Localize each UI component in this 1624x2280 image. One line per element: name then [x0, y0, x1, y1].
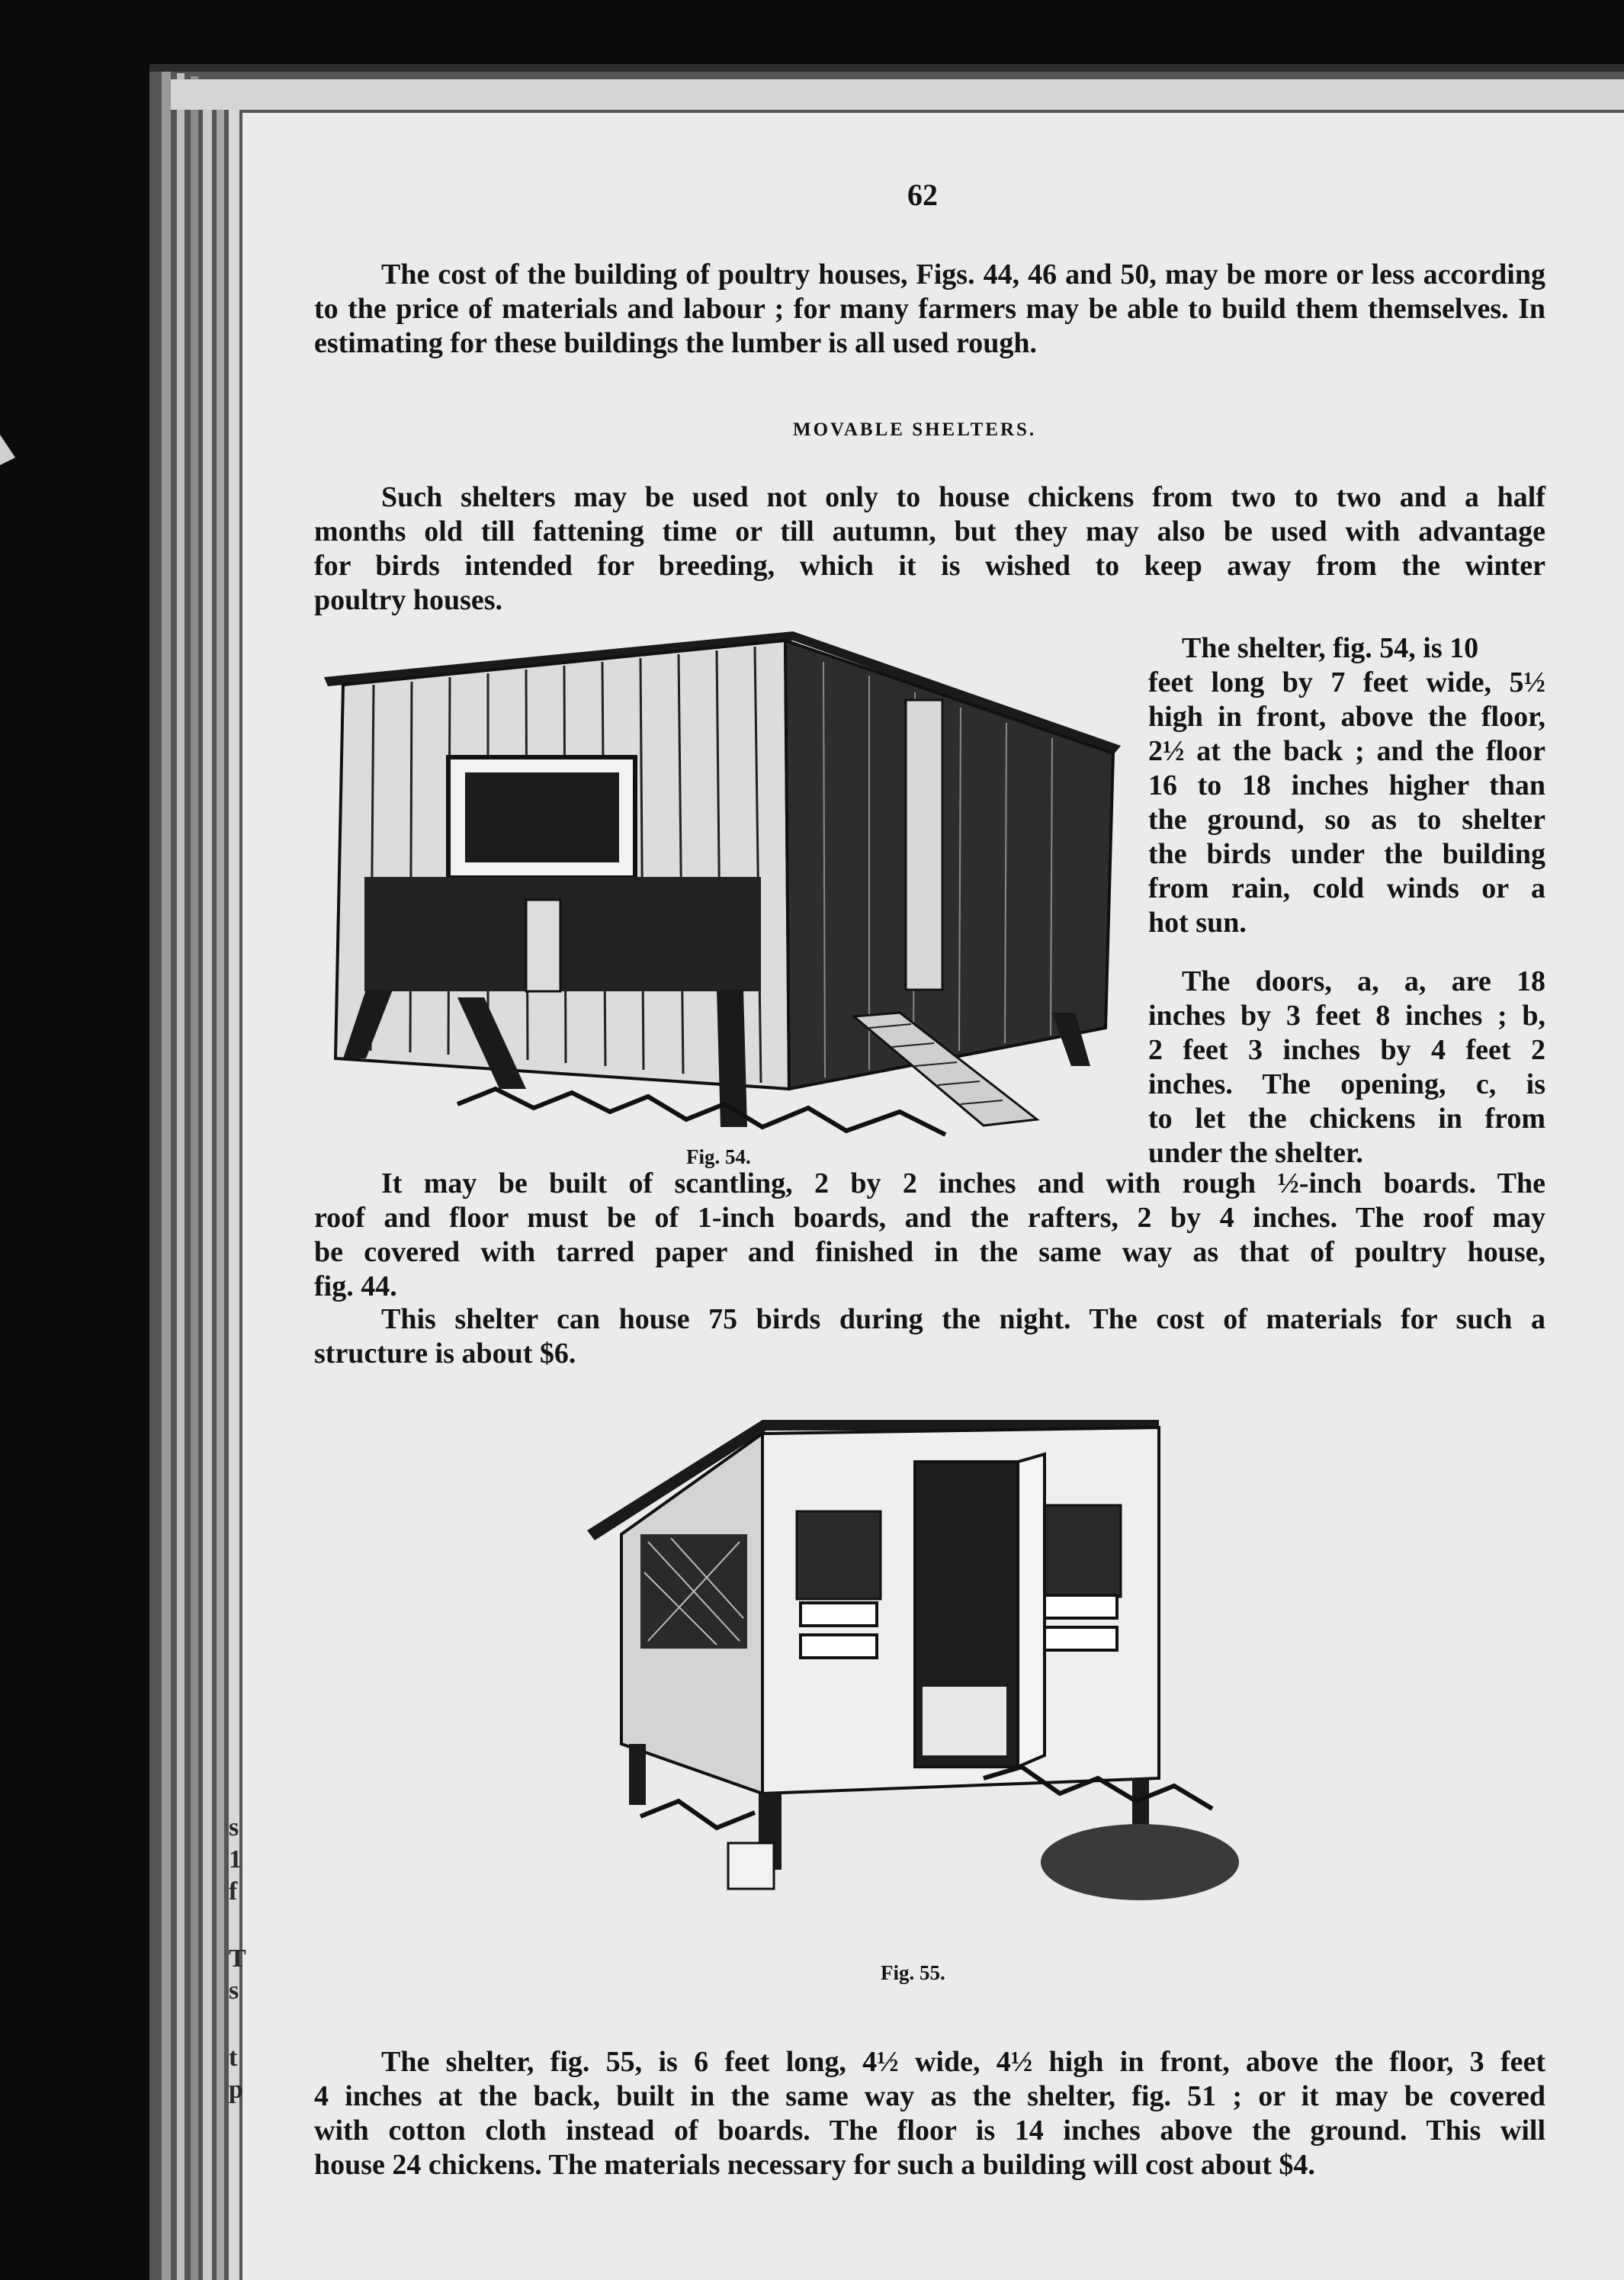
margin-fragment: T [229, 1944, 246, 1973]
doors-line: inches by 3 feet 8 inches ; b, [1148, 1000, 1545, 1032]
side-line: hot sun. [1148, 907, 1247, 939]
section-heading: MOVABLE SHELTERS. [793, 419, 1037, 440]
paragraph-line: This shelter can house 75 birds during the night. The cost of materials for such a [381, 1303, 1545, 1335]
fig-54-illustration [320, 631, 1128, 1158]
paragraph-line: house 24 chickens. The materials necessary for such a building will cost about $4. [314, 2149, 1315, 2181]
page-number: 62 [907, 178, 938, 212]
doors-line: 2 feet 3 inches by 4 feet 2 [1148, 1034, 1545, 1066]
side-line: The shelter, fig. 54, is 10 [1182, 632, 1479, 664]
paragraph-line: The shelter, fig. 55, is 6 feet long, 4½ wide, 4½ high in front, above the floor, 3 feet [381, 2046, 1545, 2078]
side-line: 2½ at the back ; and the floor [1148, 735, 1545, 767]
paragraph-line: 4 inches at the back, built in the same way as the shelter, fig. 51 ; or it may be covered [314, 2080, 1545, 2112]
paragraph-line: It may be built of scantling, 2 by 2 inches and with rough ½-inch boards. The [381, 1167, 1545, 1199]
paragraph-line: poultry houses. [314, 584, 503, 616]
margin-fragment: t [229, 2044, 238, 2072]
margin-fragment: 1 [229, 1845, 242, 1874]
paragraph-line: Such shelters may be used not only to house chickens from two to two and a half [381, 481, 1545, 513]
side-line: the birds under the building [1148, 838, 1545, 870]
paragraph-line: roof and floor must be of 1-inch boards, and the rafters, 2 by 4 inches. The roof may [314, 1202, 1545, 1234]
margin-fragment: s [229, 1977, 239, 2005]
side-line: from rain, cold winds or a [1148, 872, 1545, 904]
doors-line: to let the chickens in from [1148, 1103, 1545, 1135]
doors-line: under the shelter. [1148, 1137, 1363, 1169]
intro-paragraph: The cost of the building of poultry houses, Figs. 44, 46 and 50, may be more or less according to the price of materials and labour ; for many farmers may be able to build them themselves. In estimating for these buildings the lumber is all used rough. [314, 259, 1545, 359]
fig-55-caption: Fig. 55. [881, 1961, 945, 1984]
paragraph-line: fig. 44. [314, 1270, 397, 1302]
fig-55-illustration [587, 1420, 1258, 1923]
side-line: feet long by 7 feet wide, 5½ [1148, 666, 1545, 698]
margin-fragment: s [229, 1813, 239, 1842]
side-line: 16 to 18 inches higher than [1148, 769, 1545, 801]
fig-54-caption: Fig. 54. [686, 1145, 751, 1168]
margin-fragment: f [229, 1877, 238, 1906]
paragraph-line: months old till fattening time or till autumn, but they may also be used with advantage [314, 515, 1545, 548]
side-line: high in front, above the floor, [1148, 701, 1545, 733]
paragraph-line: structure is about $6. [314, 1337, 576, 1370]
margin-fragment: p [229, 2076, 243, 2104]
paragraph-line: be covered with tarred paper and finished in the same way as that of poultry house, [314, 1236, 1545, 1268]
doors-line: inches. The opening, c, is [1148, 1068, 1545, 1100]
paragraph-line: for birds intended for breeding, which it is wished to keep away from the winter [314, 550, 1545, 582]
doors-line: The doors, a, a, are 18 [1182, 965, 1545, 997]
paragraph-line: with cotton cloth instead of boards. The floor is 14 inches above the ground. This will [314, 2115, 1545, 2147]
side-line: the ground, so as to shelter [1148, 804, 1545, 836]
